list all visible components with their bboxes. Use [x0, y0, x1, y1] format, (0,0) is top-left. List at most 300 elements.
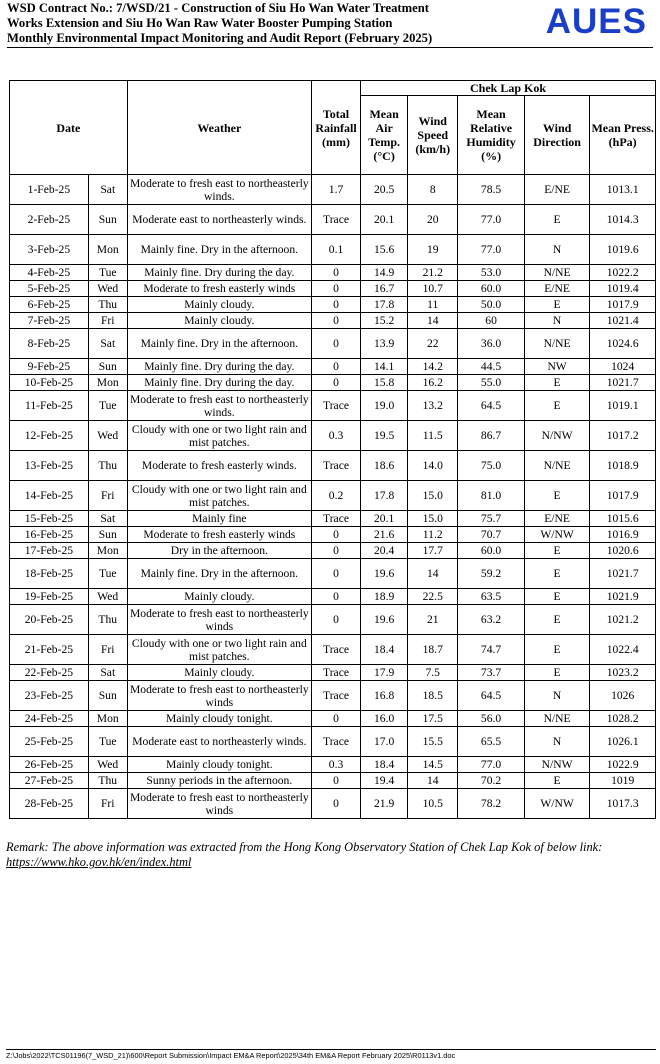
row-date: 5-Feb-25 [10, 281, 89, 297]
row-humidity: 60.0 [458, 543, 525, 559]
row-wind-speed: 11.5 [408, 421, 458, 451]
row-rainfall: Trace [311, 727, 360, 757]
row-day: Sun [88, 205, 127, 235]
row-wind-direction: W/NW [524, 527, 590, 543]
row-rainfall: 0 [311, 605, 360, 635]
row-weather: Sunny periods in the afternoon. [127, 773, 311, 789]
row-weather: Mainly cloudy. [127, 297, 311, 313]
table-row [10, 605, 656, 635]
row-rainfall: 0 [311, 281, 360, 297]
row-wind-direction: E [524, 543, 590, 559]
row-rainfall: 1.7 [311, 175, 360, 205]
row-rainfall: 0 [311, 359, 360, 375]
row-humidity: 75.7 [458, 511, 525, 527]
row-humidity: 65.5 [458, 727, 525, 757]
row-wind-direction: E [524, 205, 590, 235]
row-wind-direction: N [524, 727, 590, 757]
row-wind-direction: E [524, 635, 590, 665]
remark [6, 840, 658, 870]
row-humidity: 77.0 [458, 205, 525, 235]
row-rainfall: 0.1 [311, 235, 360, 265]
table-row [10, 313, 656, 329]
row-wind-speed: 21 [408, 605, 458, 635]
table-row [10, 635, 656, 665]
row-humidity: 86.7 [458, 421, 525, 451]
row-temp: 20.1 [361, 205, 408, 235]
row-wind-direction: E [524, 665, 590, 681]
row-wind-speed: 10.5 [408, 789, 458, 819]
row-wind-direction: E [524, 391, 590, 421]
row-day: Tue [88, 559, 127, 589]
row-humidity: 55.0 [458, 375, 525, 391]
row-date: 9-Feb-25 [10, 359, 89, 375]
row-weather: Moderate to fresh east to northeasterly winds. [127, 175, 311, 205]
row-day: Thu [88, 605, 127, 635]
row-humidity: 53.0 [458, 265, 525, 281]
row-pressure: 1022.4 [590, 635, 656, 665]
row-humidity: 64.5 [458, 391, 525, 421]
table-row [10, 789, 656, 819]
row-date: 4-Feb-25 [10, 265, 89, 281]
row-temp: 17.0 [361, 727, 408, 757]
col-header-rainfall: Total Rainfall (mm) [311, 81, 360, 175]
row-wind-direction: E [524, 589, 590, 605]
row-date: 26-Feb-25 [10, 757, 89, 773]
table-row [10, 205, 656, 235]
row-humidity: 63.2 [458, 605, 525, 635]
row-wind-speed: 13.2 [408, 391, 458, 421]
row-date: 1-Feb-25 [10, 175, 89, 205]
row-day: Mon [88, 235, 127, 265]
row-weather: Moderate to fresh east to northeasterly winds. [127, 391, 311, 421]
row-pressure: 1019.1 [590, 391, 656, 421]
row-wind-speed: 20 [408, 205, 458, 235]
hko-link[interactable]: https://www.hko.gov.hk/en/index.html [6, 855, 192, 869]
row-wind-direction: E [524, 559, 590, 589]
row-weather: Moderate to fresh east to northeasterly winds [127, 681, 311, 711]
row-pressure: 1024.6 [590, 329, 656, 359]
row-rainfall: 0 [311, 313, 360, 329]
row-rainfall: 0.3 [311, 757, 360, 773]
row-temp: 19.6 [361, 605, 408, 635]
row-date: 10-Feb-25 [10, 375, 89, 391]
row-day: Sat [88, 329, 127, 359]
row-weather: Dry in the afternoon. [127, 543, 311, 559]
row-rainfall: 0 [311, 265, 360, 281]
row-rainfall: 0 [311, 527, 360, 543]
row-day: Wed [88, 757, 127, 773]
row-temp: 19.4 [361, 773, 408, 789]
row-wind-direction: N/NE [524, 265, 590, 281]
row-weather: Mainly fine. Dry during the day. [127, 375, 311, 391]
col-header-wind-direction: Wind Direction [524, 96, 590, 175]
row-rainfall: 0 [311, 789, 360, 819]
row-wind-direction: N/NE [524, 329, 590, 359]
row-day: Fri [88, 481, 127, 511]
row-wind-speed: 14 [408, 313, 458, 329]
row-day: Thu [88, 773, 127, 789]
row-temp: 14.1 [361, 359, 408, 375]
row-pressure: 1017.3 [590, 789, 656, 819]
row-day: Tue [88, 265, 127, 281]
weather-table [9, 80, 656, 819]
row-wind-speed: 11.2 [408, 527, 458, 543]
row-date: 7-Feb-25 [10, 313, 89, 329]
row-humidity: 70.7 [458, 527, 525, 543]
table-row [10, 681, 656, 711]
row-humidity: 50.0 [458, 297, 525, 313]
row-wind-speed: 14.5 [408, 757, 458, 773]
header-line-3: Monthly Environmental Impact Monitoring and Audit Report (February 2025) [7, 30, 433, 45]
row-temp: 18.4 [361, 757, 408, 773]
row-date: 6-Feb-25 [10, 297, 89, 313]
table-row [10, 175, 656, 205]
table-row [10, 359, 656, 375]
row-temp: 21.9 [361, 789, 408, 819]
row-humidity: 77.0 [458, 235, 525, 265]
row-humidity: 77.0 [458, 757, 525, 773]
row-date: 8-Feb-25 [10, 329, 89, 359]
row-pressure: 1017.9 [590, 481, 656, 511]
row-wind-direction: N/NE [524, 711, 590, 727]
row-humidity: 44.5 [458, 359, 525, 375]
row-humidity: 56.0 [458, 711, 525, 727]
table-row [10, 527, 656, 543]
row-temp: 14.9 [361, 265, 408, 281]
table-row [10, 711, 656, 727]
row-wind-direction: N [524, 313, 590, 329]
row-temp: 15.6 [361, 235, 408, 265]
row-date: 17-Feb-25 [10, 543, 89, 559]
row-temp: 21.6 [361, 527, 408, 543]
row-wind-direction: NW [524, 359, 590, 375]
row-rainfall: 0.2 [311, 481, 360, 511]
row-wind-speed: 7.5 [408, 665, 458, 681]
row-date: 15-Feb-25 [10, 511, 89, 527]
row-weather: Mainly cloudy. [127, 313, 311, 329]
table-row [10, 281, 656, 297]
row-wind-direction: E [524, 773, 590, 789]
table-body [10, 175, 656, 819]
row-day: Sun [88, 681, 127, 711]
row-rainfall: Trace [311, 511, 360, 527]
row-date: 3-Feb-25 [10, 235, 89, 265]
row-wind-speed: 16.2 [408, 375, 458, 391]
table-row [10, 451, 656, 481]
row-wind-speed: 15.0 [408, 511, 458, 527]
row-pressure: 1023.2 [590, 665, 656, 681]
table-row [10, 589, 656, 605]
row-rainfall: Trace [311, 451, 360, 481]
row-date: 12-Feb-25 [10, 421, 89, 451]
row-pressure: 1024 [590, 359, 656, 375]
row-wind-speed: 14 [408, 559, 458, 589]
row-date: 14-Feb-25 [10, 481, 89, 511]
row-temp: 19.5 [361, 421, 408, 451]
row-weather: Mainly fine. Dry during the day. [127, 265, 311, 281]
row-day: Wed [88, 421, 127, 451]
row-day: Tue [88, 391, 127, 421]
row-pressure: 1016.9 [590, 527, 656, 543]
row-temp: 16.7 [361, 281, 408, 297]
col-header-pressure: Mean Press. (hPa) [590, 96, 656, 175]
row-day: Mon [88, 543, 127, 559]
row-weather: Mainly fine. Dry in the afternoon. [127, 559, 311, 589]
row-humidity: 78.5 [458, 175, 525, 205]
col-header-humidity: Mean Relative Humidity (%) [458, 96, 525, 175]
row-weather: Moderate to fresh easterly winds [127, 281, 311, 297]
row-temp: 16.8 [361, 681, 408, 711]
row-day: Mon [88, 711, 127, 727]
col-header-wind-speed: Wind Speed (km/h) [408, 96, 458, 175]
row-temp: 17.9 [361, 665, 408, 681]
row-rainfall: Trace [311, 205, 360, 235]
table-row [10, 481, 656, 511]
row-pressure: 1021.4 [590, 313, 656, 329]
row-humidity: 75.0 [458, 451, 525, 481]
row-date: 13-Feb-25 [10, 451, 89, 481]
row-day: Fri [88, 313, 127, 329]
row-wind-speed: 19 [408, 235, 458, 265]
row-wind-speed: 14 [408, 773, 458, 789]
row-humidity: 36.0 [458, 329, 525, 359]
row-rainfall: 0 [311, 711, 360, 727]
table-row [10, 375, 656, 391]
row-wind-direction: N/NW [524, 421, 590, 451]
row-wind-direction: W/NW [524, 789, 590, 819]
row-pressure: 1026 [590, 681, 656, 711]
row-date: 25-Feb-25 [10, 727, 89, 757]
header-line-2: Works Extension and Siu Ho Wan Raw Water Booster Pumping Station [7, 15, 393, 30]
row-rainfall: Trace [311, 681, 360, 711]
table-row [10, 757, 656, 773]
row-wind-speed: 11 [408, 297, 458, 313]
row-wind-speed: 14.0 [408, 451, 458, 481]
row-day: Mon [88, 375, 127, 391]
row-day: Tue [88, 727, 127, 757]
table-row [10, 265, 656, 281]
row-day: Thu [88, 297, 127, 313]
row-weather: Moderate to fresh easterly winds. [127, 451, 311, 481]
table-row [10, 727, 656, 757]
row-wind-speed: 17.5 [408, 711, 458, 727]
table-row [10, 391, 656, 421]
table-row [10, 773, 656, 789]
row-humidity: 60.0 [458, 281, 525, 297]
row-pressure: 1017.2 [590, 421, 656, 451]
row-day: Wed [88, 589, 127, 605]
row-wind-direction: E [524, 605, 590, 635]
row-day: Fri [88, 635, 127, 665]
row-wind-direction: N/NE [524, 451, 590, 481]
row-temp: 15.2 [361, 313, 408, 329]
row-humidity: 74.7 [458, 635, 525, 665]
row-pressure: 1021.7 [590, 559, 656, 589]
row-weather: Cloudy with one or two light rain and mist patches. [127, 421, 311, 451]
row-pressure: 1019.4 [590, 281, 656, 297]
row-date: 2-Feb-25 [10, 205, 89, 235]
row-wind-speed: 15.0 [408, 481, 458, 511]
row-weather: Cloudy with one or two light rain and mist patches. [127, 481, 311, 511]
row-day: Sat [88, 511, 127, 527]
row-day: Thu [88, 451, 127, 481]
row-wind-direction: E/NE [524, 175, 590, 205]
row-rainfall: 0 [311, 589, 360, 605]
row-pressure: 1022.2 [590, 265, 656, 281]
row-humidity: 70.2 [458, 773, 525, 789]
row-pressure: 1026.1 [590, 727, 656, 757]
row-date: 21-Feb-25 [10, 635, 89, 665]
row-pressure: 1028.2 [590, 711, 656, 727]
row-wind-speed: 15.5 [408, 727, 458, 757]
row-date: 16-Feb-25 [10, 527, 89, 543]
row-humidity: 81.0 [458, 481, 525, 511]
row-wind-direction: N/NW [524, 757, 590, 773]
row-wind-speed: 18.5 [408, 681, 458, 711]
row-wind-direction: E [524, 297, 590, 313]
row-rainfall: 0.3 [311, 421, 360, 451]
row-temp: 19.0 [361, 391, 408, 421]
row-temp: 18.4 [361, 635, 408, 665]
row-temp: 20.1 [361, 511, 408, 527]
row-humidity: 59.2 [458, 559, 525, 589]
row-weather: Mainly fine. Dry in the afternoon. [127, 235, 311, 265]
row-weather: Mainly fine. Dry during the day. [127, 359, 311, 375]
row-day: Sun [88, 359, 127, 375]
row-weather: Mainly cloudy. [127, 665, 311, 681]
table-row [10, 297, 656, 313]
row-temp: 20.4 [361, 543, 408, 559]
row-pressure: 1022.9 [590, 757, 656, 773]
row-temp: 13.9 [361, 329, 408, 359]
row-pressure: 1019 [590, 773, 656, 789]
row-pressure: 1021.2 [590, 605, 656, 635]
row-humidity: 63.5 [458, 589, 525, 605]
table-row [10, 543, 656, 559]
col-header-weather: Weather [127, 81, 311, 175]
row-weather: Moderate east to northeasterly winds. [127, 205, 311, 235]
row-day: Sat [88, 175, 127, 205]
row-weather: Moderate east to northeasterly winds. [127, 727, 311, 757]
row-weather: Mainly cloudy. [127, 589, 311, 605]
row-weather: Mainly fine [127, 511, 311, 527]
table-row [10, 511, 656, 527]
row-pressure: 1015.6 [590, 511, 656, 527]
row-wind-speed: 17.7 [408, 543, 458, 559]
header-line-1: WSD Contract No.: 7/WSD/21 - Construction of Siu Ho Wan Water Treatment [7, 1, 429, 15]
row-temp: 20.5 [361, 175, 408, 205]
row-temp: 15.8 [361, 375, 408, 391]
row-pressure: 1014.3 [590, 205, 656, 235]
row-day: Fri [88, 789, 127, 819]
row-wind-speed: 22 [408, 329, 458, 359]
row-pressure: 1017.9 [590, 297, 656, 313]
row-date: 20-Feb-25 [10, 605, 89, 635]
row-date: 27-Feb-25 [10, 773, 89, 789]
footer-file-path: Z:\Jobs\2022\TCS01196(7_WSD_21)\600\Report Submission\Impact EM&A Report\2025\34th EM&A Report February 2025\R0113v1.doc [6, 1049, 656, 1062]
row-wind-direction: E/NE [524, 281, 590, 297]
row-day: Sun [88, 527, 127, 543]
row-rainfall: 0 [311, 297, 360, 313]
row-wind-speed: 8 [408, 175, 458, 205]
row-rainfall: 0 [311, 559, 360, 589]
row-pressure: 1020.6 [590, 543, 656, 559]
col-header-date: Date [10, 81, 128, 175]
row-pressure: 1013.1 [590, 175, 656, 205]
aues-logo: AUES [545, 2, 647, 41]
row-weather: Mainly fine. Dry in the afternoon. [127, 329, 311, 359]
row-temp: 18.6 [361, 451, 408, 481]
row-temp: 16.0 [361, 711, 408, 727]
row-pressure: 1021.7 [590, 375, 656, 391]
row-date: 24-Feb-25 [10, 711, 89, 727]
row-temp: 17.8 [361, 481, 408, 511]
row-wind-speed: 21.2 [408, 265, 458, 281]
row-weather: Moderate to fresh east to northeasterly winds [127, 605, 311, 635]
row-weather: Mainly cloudy tonight. [127, 757, 311, 773]
row-date: 23-Feb-25 [10, 681, 89, 711]
row-wind-direction: E [524, 375, 590, 391]
row-date: 28-Feb-25 [10, 789, 89, 819]
table-row [10, 329, 656, 359]
row-rainfall: Trace [311, 665, 360, 681]
col-header-temp: Mean Air Temp. (°C) [361, 96, 408, 175]
row-rainfall: 0 [311, 773, 360, 789]
row-humidity: 73.7 [458, 665, 525, 681]
row-humidity: 60 [458, 313, 525, 329]
row-rainfall: 0 [311, 329, 360, 359]
row-date: 19-Feb-25 [10, 589, 89, 605]
row-temp: 19.6 [361, 559, 408, 589]
row-pressure: 1019.6 [590, 235, 656, 265]
remark-text: Remark: The above information was extracted from the Hong Kong Observatory Station of Chek Lap Kok of below link: [6, 840, 603, 854]
row-wind-speed: 22.5 [408, 589, 458, 605]
row-rainfall: Trace [311, 391, 360, 421]
row-date: 18-Feb-25 [10, 559, 89, 589]
table-row [10, 421, 656, 451]
row-wind-speed: 10.7 [408, 281, 458, 297]
row-rainfall: 0 [311, 543, 360, 559]
table-row [10, 559, 656, 589]
row-day: Sat [88, 665, 127, 681]
row-rainfall: 0 [311, 375, 360, 391]
row-weather: Moderate to fresh easterly winds [127, 527, 311, 543]
table-row [10, 665, 656, 681]
row-humidity: 78.2 [458, 789, 525, 819]
row-weather: Mainly cloudy tonight. [127, 711, 311, 727]
station-group-header: Chek Lap Kok [361, 81, 656, 96]
row-temp: 18.9 [361, 589, 408, 605]
document-header [7, 1, 653, 48]
row-humidity: 64.5 [458, 681, 525, 711]
row-pressure: 1018.9 [590, 451, 656, 481]
row-pressure: 1021.9 [590, 589, 656, 605]
row-rainfall: Trace [311, 635, 360, 665]
row-wind-direction: E [524, 481, 590, 511]
row-weather: Moderate to fresh east to northeasterly winds [127, 789, 311, 819]
row-wind-speed: 18.7 [408, 635, 458, 665]
row-temp: 17.8 [361, 297, 408, 313]
row-wind-speed: 14.2 [408, 359, 458, 375]
row-wind-direction: E/NE [524, 511, 590, 527]
table-row [10, 235, 656, 265]
row-wind-direction: N [524, 235, 590, 265]
row-date: 22-Feb-25 [10, 665, 89, 681]
row-weather: Cloudy with one or two light rain and mist patches. [127, 635, 311, 665]
row-day: Wed [88, 281, 127, 297]
row-date: 11-Feb-25 [10, 391, 89, 421]
row-wind-direction: N [524, 681, 590, 711]
